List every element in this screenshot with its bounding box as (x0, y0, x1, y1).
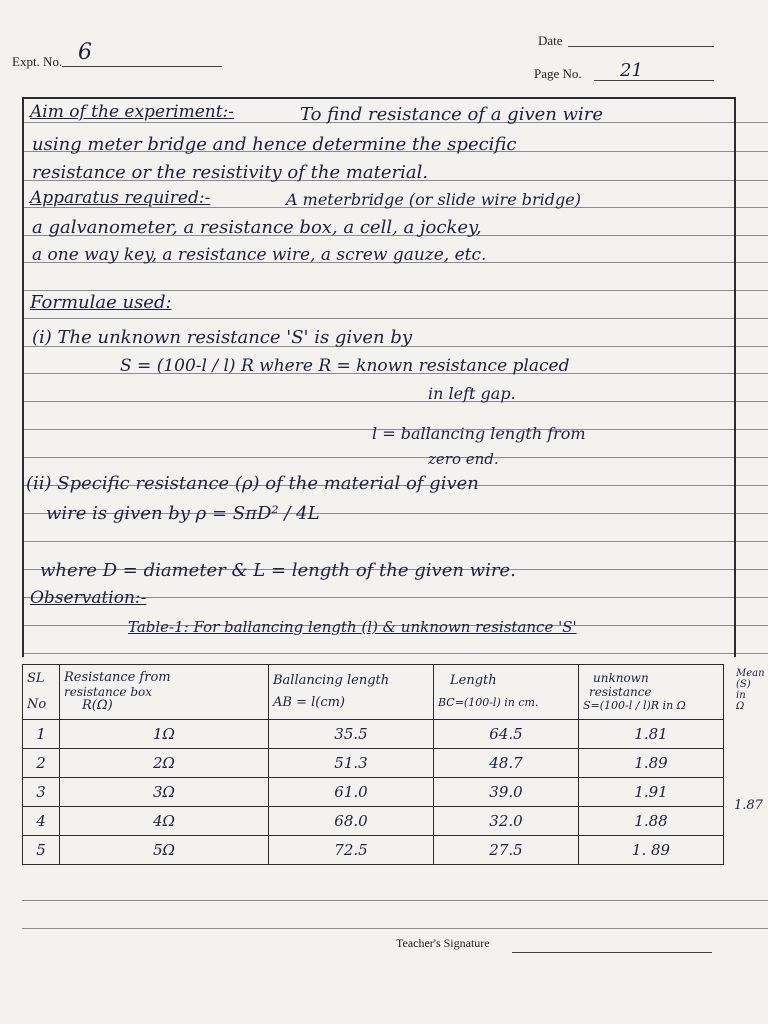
header-sl-text: SL (27, 671, 45, 686)
mean-header-4: Ω (736, 701, 745, 712)
cell-sl: 4 (23, 807, 60, 836)
table-row (23, 836, 724, 865)
page-no-underline (594, 80, 714, 81)
cell-unknown: 1. 89 (579, 836, 724, 865)
table-title: Table-1: For ballancing length (l) & unknown resistance 'S' (128, 618, 577, 636)
cell-unknown: 1.88 (579, 807, 724, 836)
cell-ballancing: 68.0 (269, 807, 434, 836)
signature-line (512, 952, 712, 953)
mean-header-2: (S) (736, 679, 751, 690)
observation-heading: Observation:- (30, 588, 147, 608)
cell-sl: 5 (23, 836, 60, 865)
expt-underline (62, 66, 222, 67)
header-unknown-2: resistance (589, 685, 652, 699)
formula-2-intro: (ii) Specific resistance (ρ) of the material of given (26, 473, 479, 494)
cell-sl: 3 (23, 778, 60, 807)
cell-unknown: 1.81 (579, 720, 724, 749)
table-header-row (23, 665, 724, 720)
header-resistance-1: Resistance from (64, 670, 171, 685)
cell-unknown: 1.91 (579, 778, 724, 807)
cell-sl: 2 (23, 749, 60, 778)
formula-1-def-2: zero end. (428, 450, 499, 468)
page-no-label: Page No. (534, 66, 582, 81)
page-no-value: 21 (620, 60, 643, 81)
aim-line-2: using meter bridge and hence determine the specific (32, 134, 517, 155)
cell-resistance: 2Ω (60, 749, 269, 778)
header-ballancing-2: AB = l(cm) (273, 695, 346, 710)
header-no-text: No (27, 697, 47, 712)
cell-length: 39.0 (434, 778, 579, 807)
expt-number: 6 (78, 40, 92, 65)
formula-1-equation-cont: in left gap. (428, 384, 516, 403)
header-unknown-3: S=(100-l / l)R in Ω (583, 699, 686, 712)
header-sl (23, 665, 60, 720)
aim-line-3: resistance or the resistivity of the material. (32, 162, 429, 183)
table-row (23, 807, 724, 836)
apparatus-line-3: a one way key, a resistance wire, a screw gauze, etc. (32, 245, 487, 265)
cell-length: 32.0 (434, 807, 579, 836)
cell-length: 64.5 (434, 720, 579, 749)
apparatus-heading: Apparatus required:- (30, 188, 211, 208)
cell-sl: 1 (23, 720, 60, 749)
cell-resistance: 4Ω (60, 807, 269, 836)
expt-label: Expt. No. (12, 54, 63, 69)
mean-value: 1.87 (734, 798, 763, 813)
header-ballancing-1: Ballancing length (273, 673, 390, 688)
table-row (23, 778, 724, 807)
aim-line-1: To find resistance of a given wire (300, 104, 604, 125)
formula-1-equation: S = (100-l / l) R where R = known resistance placed (120, 356, 570, 376)
header-length (434, 665, 579, 720)
formula-1-def-1: l = ballancing length from (372, 424, 586, 443)
apparatus-line-1: A meterbridge (or slide wire bridge) (286, 190, 581, 209)
cell-length: 27.5 (434, 836, 579, 865)
cell-ballancing: 35.5 (269, 720, 434, 749)
cell-resistance: 3Ω (60, 778, 269, 807)
apparatus-line-2: a galvanometer, a resistance box, a cell, a jockey, (32, 217, 482, 238)
cell-resistance: 1Ω (60, 720, 269, 749)
observation-table (22, 664, 724, 865)
cell-length: 48.7 (434, 749, 579, 778)
aim-heading: Aim of the experiment:- (30, 102, 234, 122)
table-row (23, 749, 724, 778)
formula-2-equation: wire is given by ρ = SπD² / 4L (46, 503, 320, 524)
cell-resistance: 5Ω (60, 836, 269, 865)
mean-header-1: Mean (736, 668, 765, 679)
formula-1-intro: (i) The unknown resistance 'S' is given by (32, 327, 413, 348)
header-unknown (579, 665, 724, 720)
header-length-1: Length (450, 673, 497, 688)
mean-header-3: in (736, 690, 746, 701)
header-resistance-3: R(Ω) (82, 698, 113, 713)
cell-unknown: 1.89 (579, 749, 724, 778)
table-row (23, 720, 724, 749)
header-resistance (60, 665, 269, 720)
date-underline (568, 46, 714, 47)
cell-ballancing: 72.5 (269, 836, 434, 865)
formulae-heading: Formulae used: (30, 292, 172, 313)
header-length-2: BC=(100-l) in cm. (438, 696, 539, 709)
header-resistance-2: resistance box (64, 685, 153, 699)
date-label: Date (538, 33, 563, 48)
teacher-signature-label: Teacher's Signature (396, 936, 490, 950)
header-ballancing (269, 665, 434, 720)
where-line: where D = diameter & L = length of the given wire. (40, 560, 516, 581)
header-unknown-1: unknown (593, 671, 649, 685)
cell-ballancing: 61.0 (269, 778, 434, 807)
cell-ballancing: 51.3 (269, 749, 434, 778)
mean-header (736, 668, 765, 712)
